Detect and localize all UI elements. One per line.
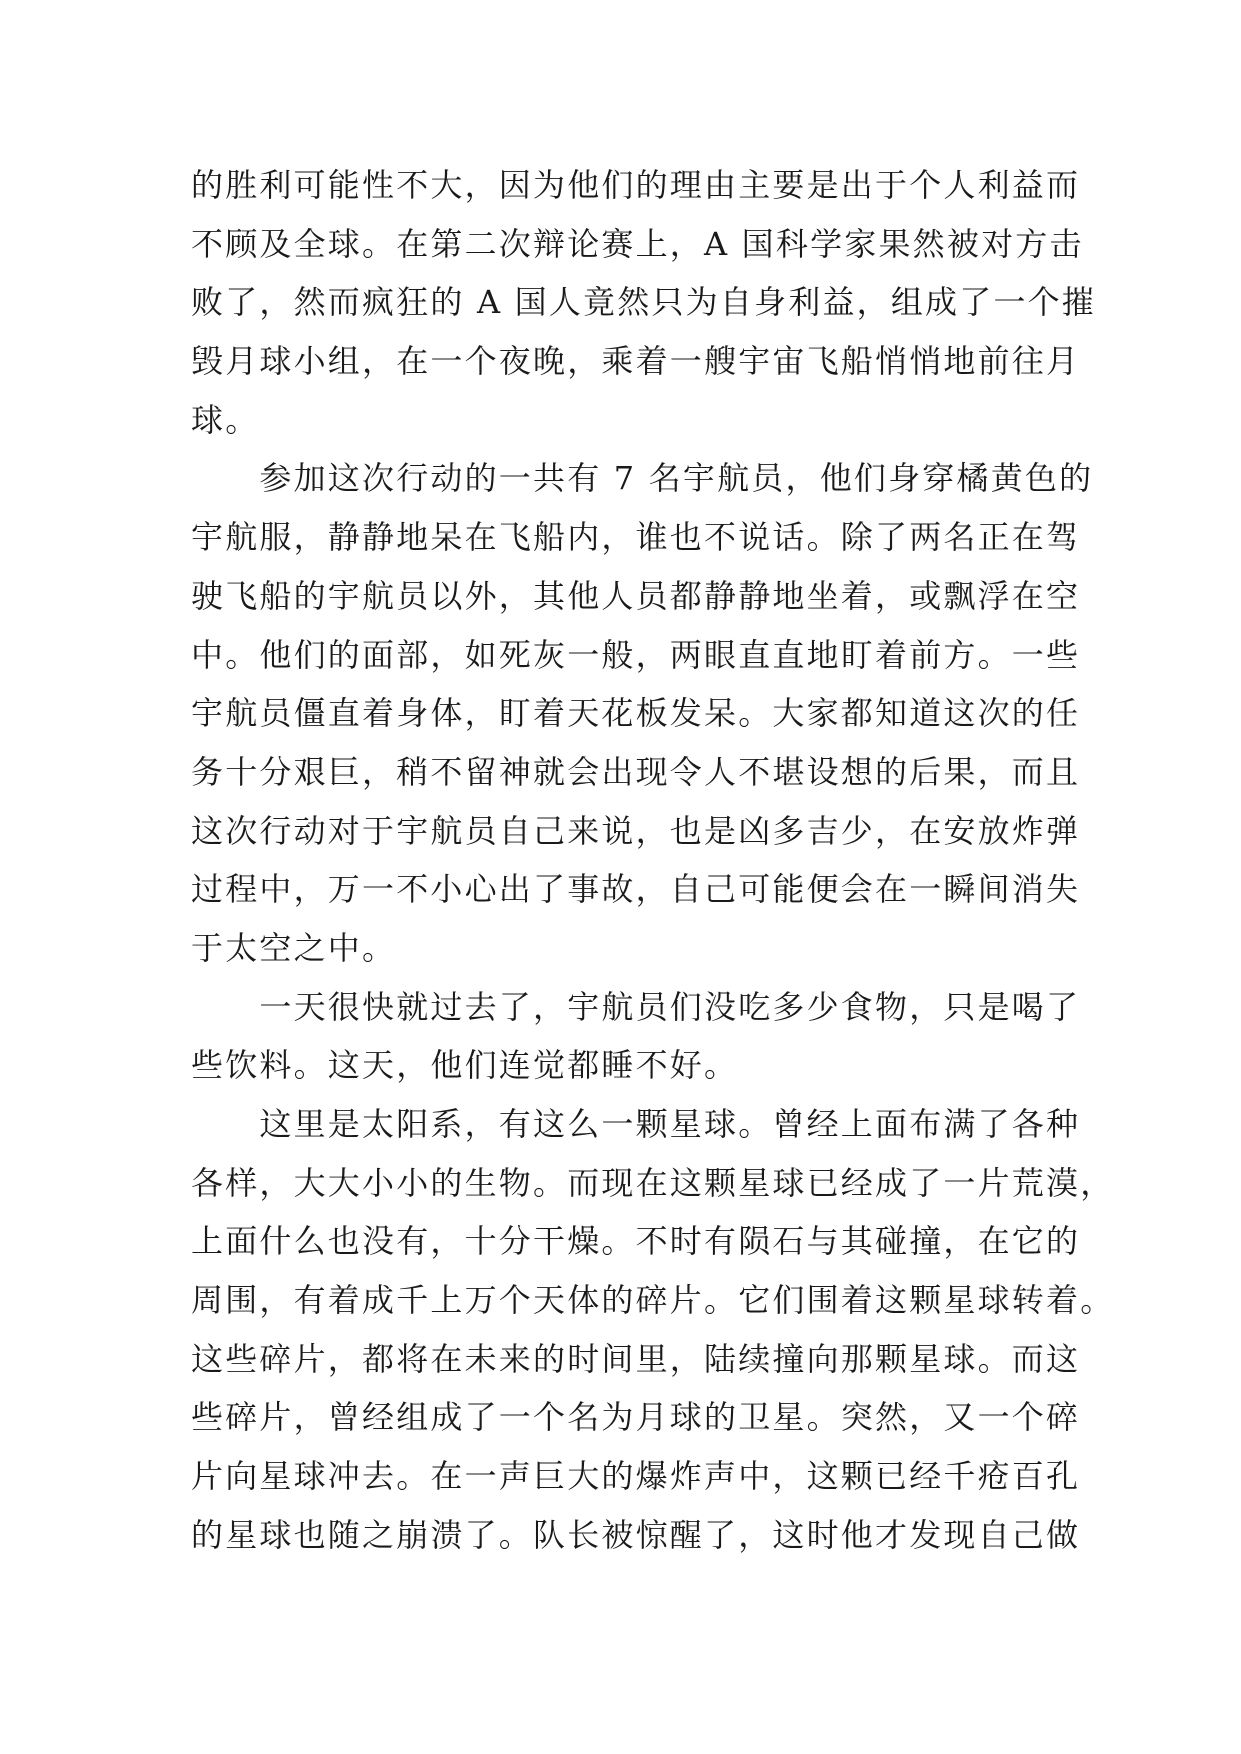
body-text [191,156,1115,1565]
text-line-9: 中。他们的面部，如死灰一般，两眼直直地盯着前方。一些 [191,635,1081,674]
text-line-19: 上面什么也没有，十分干燥。不时有陨石与其碰撞，在它的 [191,1222,1081,1261]
text-line-8: 驶飞船的宇航员以外，其他人员都静静地坐着，或飘浮在空 [191,576,1081,615]
text-line-2: 不顾及全球。在第二次辩论赛上，A 国科学家果然被对方击 [191,224,1084,263]
text-line-11: 务十分艰巨，稍不留神就会出现令人不堪设想的后果，而且 [191,752,1081,791]
text-line-17: 这里是太阳系，有这么一颗星球。曾经上面布满了各种 [191,1105,1081,1143]
text-line-23: 片向星球冲去。在一声巨大的爆炸声中，这颗已经千疮百孔 [191,1457,1081,1496]
text-line-10: 宇航员僵直着身体，盯着天花板发呆。大家都知道这次的任 [191,694,1081,733]
text-line-20: 周围，有着成千上万个天体的碎片。它们围着这颗星球转着。 [191,1281,1115,1320]
text-line-18: 各样，大大小小的生物。而现在这颗星球已经成了一片荒漠， [191,1163,1115,1202]
text-line-3: 败了，然而疯狂的 A 国人竟然只为自身利益，组成了一个摧 [191,283,1097,322]
text-line-21: 这些碎片，都将在未来的时间里，陆续撞向那颗星球。而这 [191,1339,1081,1378]
text-line-15: 一天很快就过去了，宇航员们没吃多少食物，只是喝了 [191,987,1081,1026]
text-line-7: 宇航服，静静地呆在飞船内，谁也不说话。除了两名正在驾 [191,518,1081,557]
text-line-1: 的胜利可能性不大，因为他们的理由主要是出于个人利益而 [191,166,1081,204]
text-line-4: 毁月球小组，在一个夜晚，乘着一艘宇宙飞船悄悄地前往月 [191,342,1081,381]
text-line-6: 参加这次行动的一共有 7 名宇航员，他们身穿橘黄色的 [191,459,1094,498]
text-line-5: 球。 [191,400,260,439]
text-line-22: 些碎片，曾经组成了一个名为月球的卫星。突然，又一个碎 [191,1398,1081,1437]
text-line-16: 些饮料。这天，他们连觉都睡不好。 [191,1046,739,1085]
text-line-12: 这次行动对于宇航员自己来说，也是凶多吉少，在安放炸弹 [191,811,1081,850]
text-line-13: 过程中，万一不小心出了事故，自己可能便会在一瞬间消失 [191,870,1081,909]
text-line-24: 的星球也随之崩溃了。队长被惊醒了，这时他才发现自己做 [191,1515,1081,1554]
text-line-14: 于太空之中。 [191,928,397,967]
